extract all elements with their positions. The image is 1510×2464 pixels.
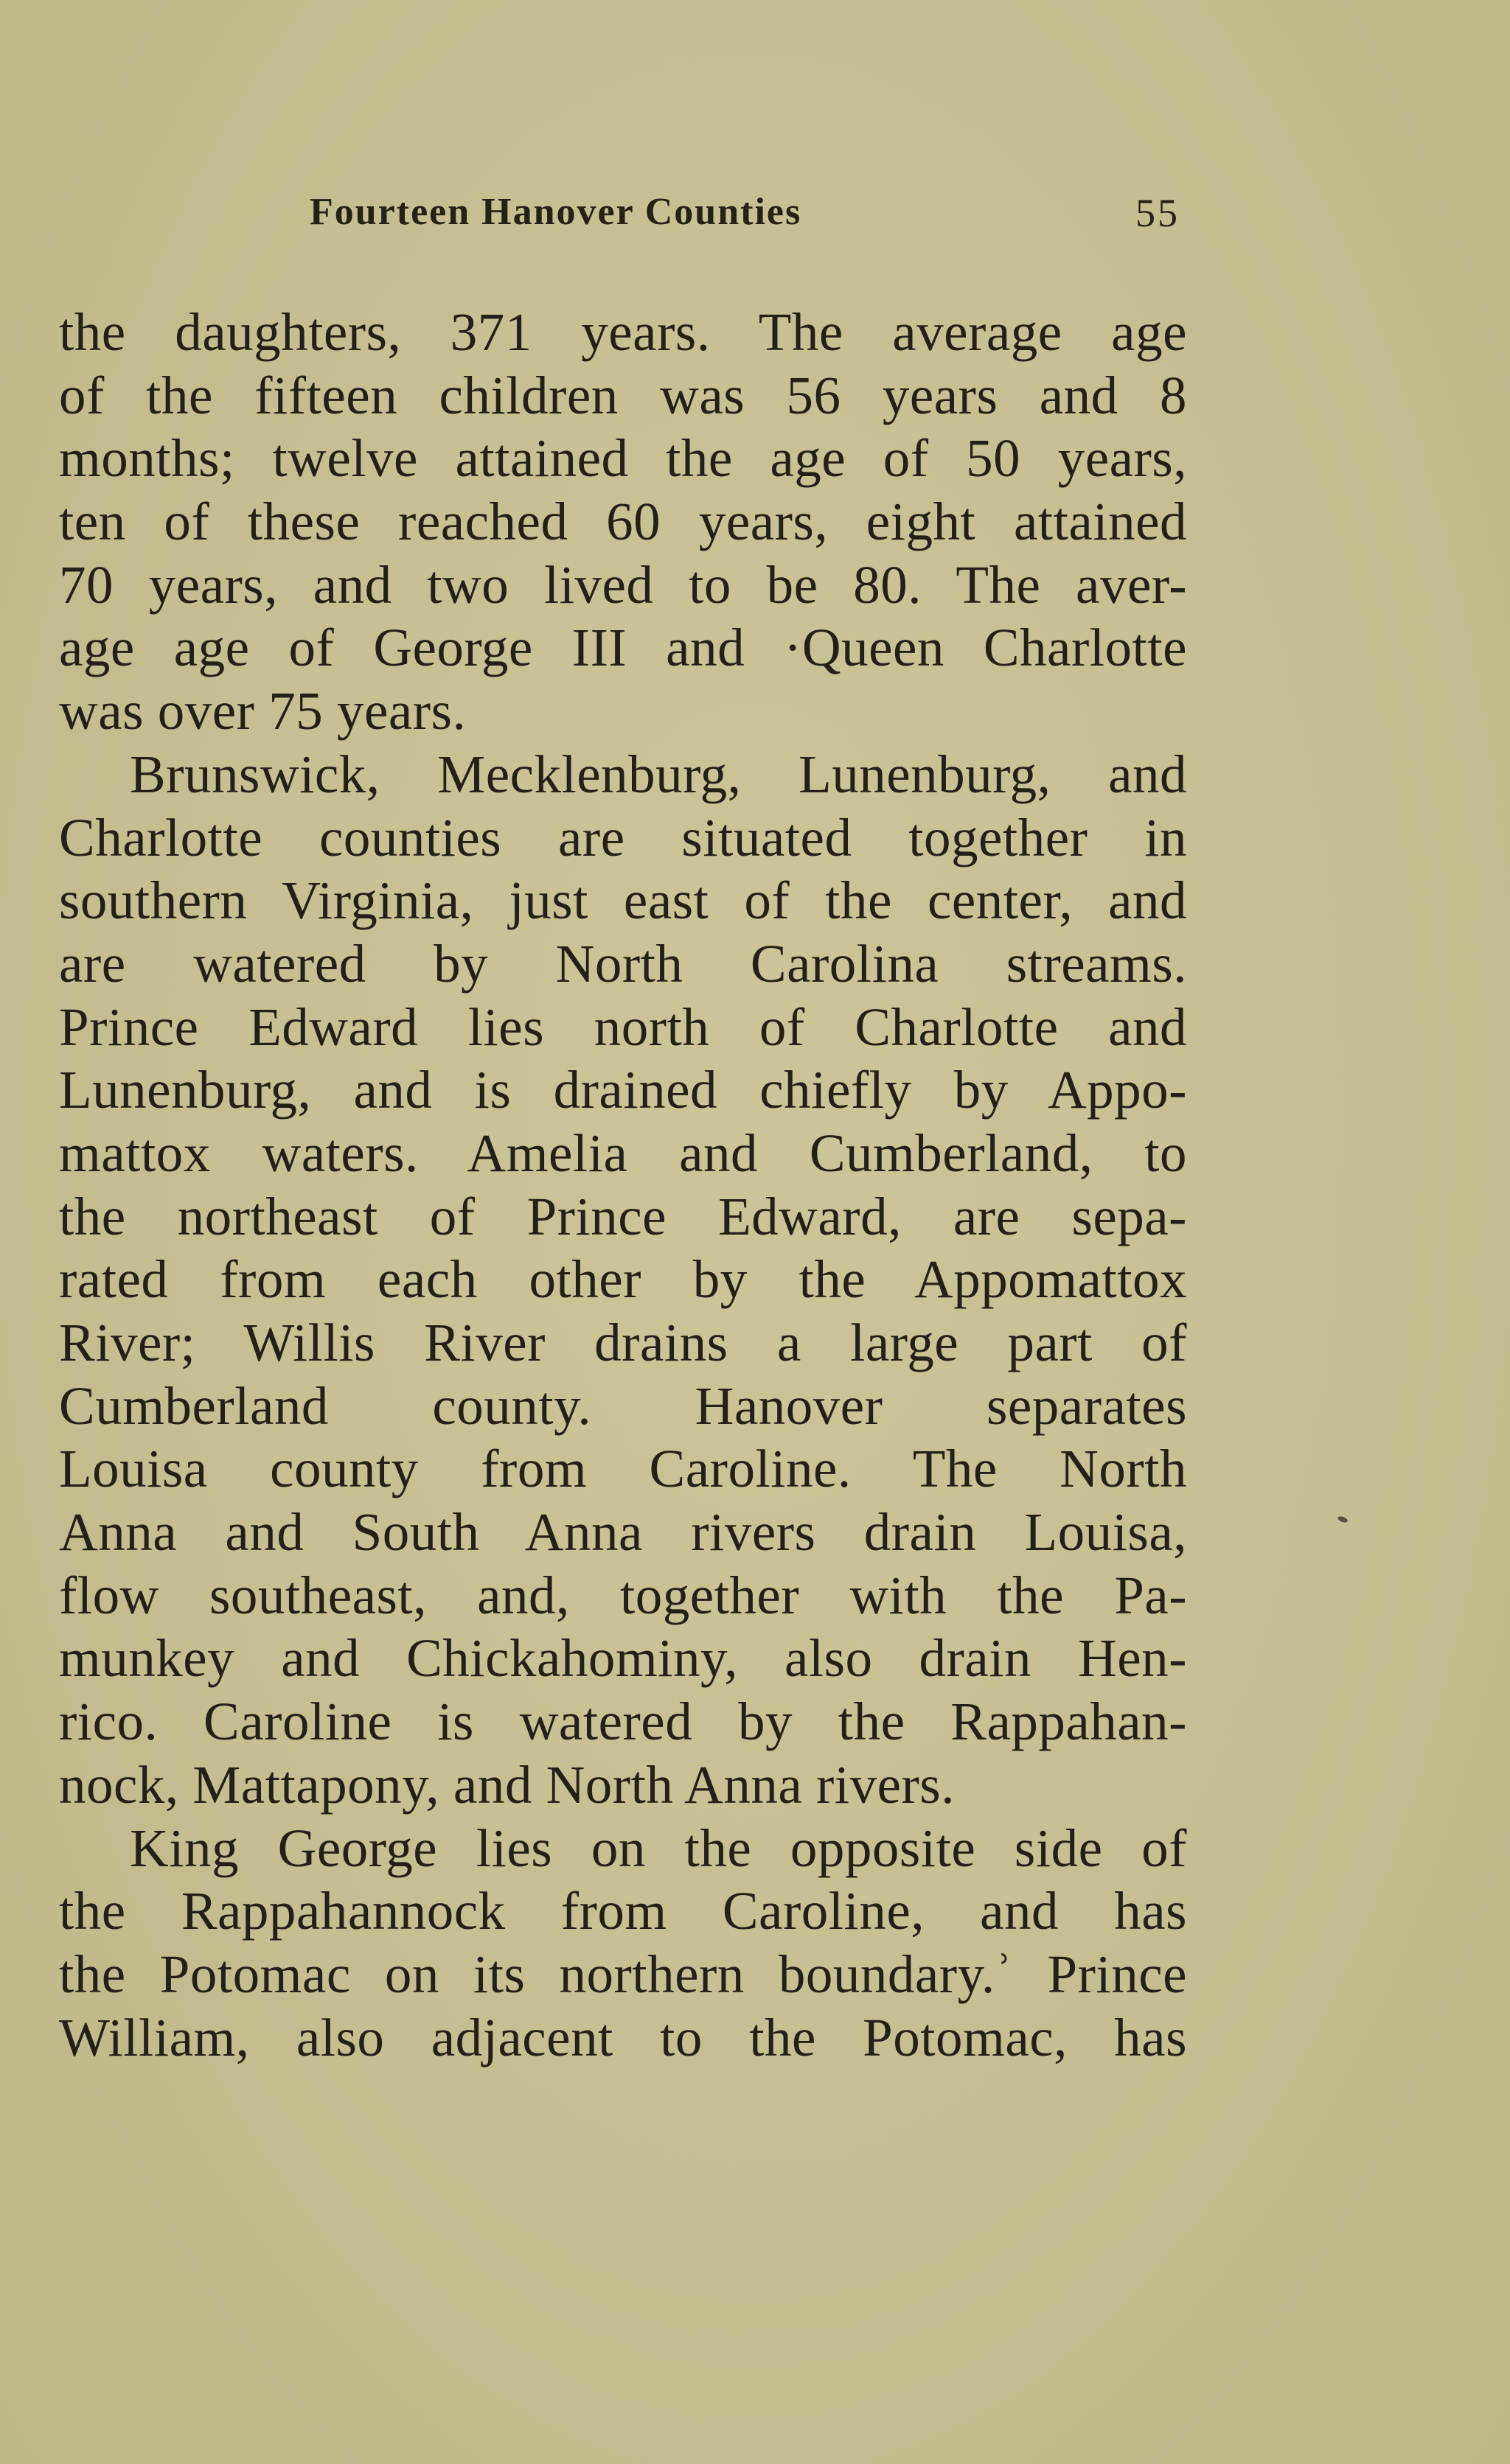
body-text: [59, 301, 1187, 2069]
paragraph: [59, 743, 1187, 1817]
text-line: River; Willis River drains a large part of: [59, 1313, 1187, 1372]
ink-speck: [1337, 1515, 1349, 1524]
text-line: Brunswick, Mecklenburg, Lunenburg, and: [130, 744, 1187, 804]
text-line: Charlotte counties are situated together in: [59, 807, 1187, 868]
text-line: the Potomac on its northern boundary.ʾ Prince: [59, 1944, 1187, 2004]
text-line: King George lies on the opposite side of: [130, 1818, 1187, 1878]
page-number: 55: [1135, 191, 1180, 235]
text-line: flow southeast, and, together with the Pa-: [59, 1565, 1187, 1625]
text-line: rico. Caroline is watered by the Rappahan-: [59, 1692, 1187, 1752]
text-line: nock, Mattapony, and North Anna rivers.: [59, 1754, 955, 1815]
text-line: rated from each other by the Appomattox: [59, 1249, 1187, 1310]
text-line: the northeast of Prince Edward, are sepa-: [59, 1186, 1187, 1246]
text-line: the daughters, 371 years. The average age: [59, 302, 1187, 362]
text-line: Prince Edward lies north of Charlotte and: [59, 997, 1187, 1057]
text-line: age age of George III and ·Queen Charlotte: [59, 618, 1187, 678]
text-line: munkey and Chickahominy, also drain Hen-: [59, 1628, 1187, 1689]
text-line: 70 years, and two lived to be 80. The aver-: [59, 554, 1187, 615]
text-line: the Rappahannock from Caroline, and has: [59, 1881, 1187, 1941]
running-head: Fourteen Hanover Counties: [310, 191, 802, 233]
paragraph: [59, 301, 1187, 743]
text-line: William, also adjacent to the Potomac, has: [59, 2007, 1187, 2067]
text-line: southern Virginia, just east of the center, and: [59, 870, 1187, 931]
text-line: Lunenburg, and is drained chiefly by Appo-: [59, 1060, 1187, 1120]
page-header: [310, 190, 1180, 242]
text-line: mattox waters. Amelia and Cumberland, to: [59, 1123, 1187, 1183]
text-line: of the fifteen children was 56 years and 8: [59, 365, 1187, 425]
text-line: are watered by North Carolina streams.: [59, 933, 1187, 994]
text-line: months; twelve attained the age of 50 years,: [59, 428, 1187, 489]
text-line: Louisa county from Caroline. The North: [59, 1439, 1187, 1499]
text-line: Anna and South Anna rivers drain Louisa,: [59, 1502, 1187, 1563]
text-line: was over 75 years.: [59, 681, 467, 741]
text-line: Cumberland county. Hanover separates: [59, 1375, 1187, 1436]
paragraph: [59, 1817, 1187, 2070]
text-line: ten of these reached 60 years, eight attained: [59, 492, 1187, 552]
